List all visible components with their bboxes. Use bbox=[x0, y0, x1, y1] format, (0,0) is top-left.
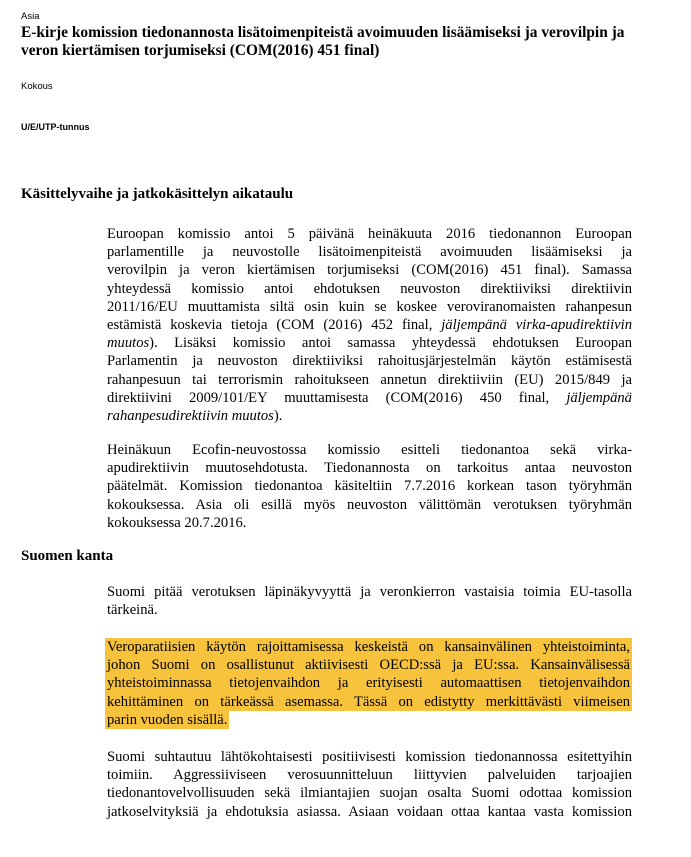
text-line: rahanpesuun tai terrorismin rahoitukseen annetun direktiiviin (EU) 2015/849 ja bbox=[107, 371, 632, 388]
paragraph bbox=[107, 748, 632, 821]
text-line: verovilpin ja veron kiertämisen torjumiseksi (COM(2016) 451 final). Samassa bbox=[107, 262, 632, 279]
text-line: päätelmät. Komission tiedonantoa käsiteltiin 7.7.2016 korkean tason työryhmän bbox=[107, 478, 632, 495]
text-line: Heinäkuun Ecofin-neuvostossa komissio esitteli tiedonantoa sekä virka- bbox=[107, 442, 632, 458]
highlighted-paragraph bbox=[107, 638, 632, 729]
highlighted-line: Veroparatiisien käytön rajoittamisessa keskeistä on kansainvälinen yhteistoiminta, bbox=[107, 639, 630, 655]
italic-span: jäljempänä virka-apudirektiivin bbox=[441, 316, 632, 333]
italic-span: muutos bbox=[107, 335, 150, 352]
text-span: ). bbox=[273, 407, 283, 424]
text-line: jatkoselvityksiä ja ehdotuksia asiassa. Asiaan voidaan ottaa kantaa vasta komission bbox=[107, 803, 632, 820]
id-label: U/E/UTP-tunnus bbox=[21, 122, 90, 132]
text-line: tärkeinä. bbox=[107, 602, 158, 619]
highlighted-line: yhteistoiminnassa tietojenvaihdon ja erityisesti automaattisen tietojenvaihdon bbox=[107, 675, 630, 692]
title-line: veron kiertämisen torjumiseksi (COM(2016) 451 final) bbox=[21, 42, 380, 60]
text-line bbox=[107, 334, 632, 352]
meeting-label: Kokous bbox=[21, 81, 53, 92]
text-line: yhteydessä komissio antoi ehdotuksen neuvoston direktiiviksi direktiivin bbox=[107, 280, 632, 297]
text-line: toimiin. Aggressiiviseen verosuunnitteluun liittyvien palveluiden tarjoajien bbox=[107, 767, 632, 784]
text-line bbox=[107, 407, 632, 425]
text-line bbox=[107, 316, 632, 334]
text-span: direktiivini 2009/101/EY muuttamisesta (COM(2016) 450 final, bbox=[107, 389, 550, 406]
text-line: kokouksessa 20.7.2016. bbox=[107, 514, 247, 531]
paragraph bbox=[107, 441, 632, 532]
title-line: E-kirje komission tiedonannosta lisätoimenpiteistä avoimuuden lisäämiseksi ja verovilpin ja bbox=[21, 24, 625, 41]
text-line: kokouksessa. Asia oli esillä myös neuvoston välittömän verotuksen työryhmän bbox=[107, 496, 632, 513]
text-span: estämistä koskevia tietoja (COM (2016) 452 final, bbox=[107, 316, 433, 333]
document-title bbox=[21, 24, 671, 60]
text-line: Euroopan komissio antoi 5 päivänä heinäkuuta 2016 tiedonannon Euroopan bbox=[107, 226, 632, 242]
section-heading-schedule: Käsittelyvaihe ja jatkokäsittelyn aikataulu bbox=[21, 186, 294, 202]
text-line: Suomi pitää verotuksen läpinäkyvyyttä ja veronkierron vastaisia toimia EU-tasolla bbox=[107, 584, 632, 600]
category-label: Asia bbox=[21, 11, 40, 22]
text-line: parlamentille ja neuvostolle lisätoimenpiteistä avoimuuden lisäämiseksi ja bbox=[107, 244, 632, 261]
text-span: ). Lisäksi komissio antoi samassa yhteydessä ehdotuksen Euroopan bbox=[149, 335, 632, 352]
highlighted-line: johon Suomi on osallistunut aktiivisesti OECD:ssä ja EU:ssa. Kansainvälisessä bbox=[107, 657, 630, 674]
text-line: Suomi suhtautuu lähtökohtaisesti positiivisesti komission tiedonannossa esitettyihin bbox=[107, 749, 632, 765]
italic-span: rahanpesudirektiivin muutos bbox=[107, 407, 274, 424]
text-line: 2011/16/EU muuttamista siltä osin kuin se koskee veroviranomaisten rahanpesun bbox=[107, 298, 632, 315]
highlighted-line: parin vuoden sisällä. bbox=[107, 711, 228, 728]
text-line: Parlamentin ja neuvoston direktiiviksi rahoitusjärjestelmän käytön estämisestä bbox=[107, 353, 632, 370]
paragraph bbox=[107, 583, 632, 619]
paragraph bbox=[107, 225, 632, 425]
text-line bbox=[107, 389, 632, 407]
section-heading-finland-position: Suomen kanta bbox=[21, 548, 114, 564]
text-line: tiedonantovelvollisuuden sekä ilmiantajien suojan osalta Suomi odottaa komission bbox=[107, 785, 632, 802]
text-line: apudirektiivin muutosehdotusta. Tiedonannosta on tarkoitus antaa neuvoston bbox=[107, 460, 632, 477]
highlighted-line: kehittäminen on tärkeässä asemassa. Tässä on edistytty merkittävästi viimeisen bbox=[107, 693, 630, 710]
italic-span: jäljempänä bbox=[566, 389, 632, 406]
